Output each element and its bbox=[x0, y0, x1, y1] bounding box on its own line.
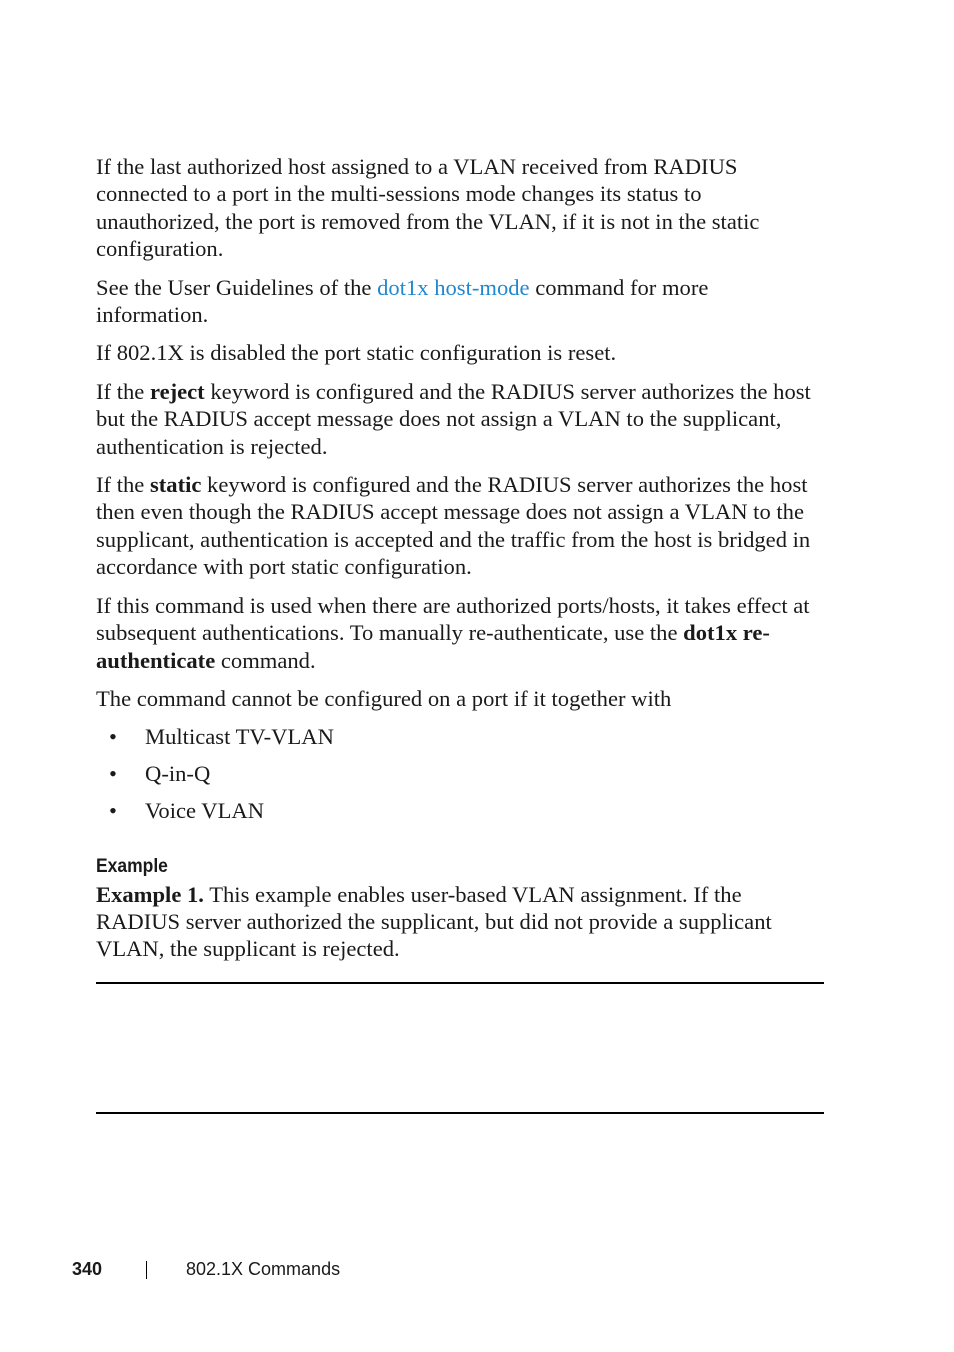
section-title: 802.1X Commands bbox=[186, 1259, 341, 1279]
paragraph-text: keyword is configured and the RADIUS server authorizes the host but the RADIUS accept message does not assign a VLAN to the supplicant, authentication is rejected. bbox=[96, 378, 811, 459]
list-item-label: Q-in-Q bbox=[145, 761, 211, 787]
dot1x-host-mode-link[interactable]: dot1x host-mode bbox=[377, 274, 530, 300]
paragraph-static-keyword bbox=[96, 471, 824, 581]
code-box-top-rule bbox=[96, 982, 824, 984]
code-box-bottom-rule bbox=[96, 1112, 824, 1114]
bullet-icon: • bbox=[109, 724, 117, 750]
paragraph-text: If this command is used when there are authorized ports/hosts, it takes effect at subsequent authentications. To manually re-authenticate, use the bbox=[96, 592, 810, 646]
paragraph-text: See the User Guidelines of the bbox=[96, 274, 378, 300]
paragraph-radius-unauthorized: If the last authorized host assigned to a VLAN received from RADIUS connected to a port in the multi-sessions mode changes its status to unauthorized, the port is removed from the VLAN, if it is not in the static configuration. bbox=[96, 154, 760, 262]
static-keyword: static bbox=[149, 472, 202, 498]
paragraph-text: command. bbox=[215, 647, 316, 673]
paragraph-reauthenticate bbox=[96, 592, 824, 674]
bullet-icon: • bbox=[109, 761, 117, 787]
example-description bbox=[96, 881, 824, 963]
example-text: This example enables user-based VLAN assignment. If the RADIUS server authorized the supplicant, but did not provide a supplicant VLAN, the supplicant is rejected. bbox=[96, 881, 772, 962]
example-heading: Example bbox=[96, 855, 168, 877]
main-content bbox=[96, 153, 824, 974]
paragraph-text: command for more information. bbox=[96, 274, 709, 328]
paragraph-text: If the bbox=[96, 472, 150, 498]
paragraph-text: If the bbox=[96, 378, 150, 404]
list-item bbox=[96, 723, 824, 750]
footer-divider bbox=[146, 1261, 147, 1279]
paragraph-reject-keyword bbox=[96, 378, 824, 460]
paragraph-text: keyword is configured and the RADIUS server authorizes the host then even though the RADIUS accept message does not assign a VLAN to the supplicant, authentication is accepted and the traffic from the host is bridged in accordance with port static configuration. bbox=[96, 472, 811, 580]
list-item bbox=[96, 797, 824, 824]
reject-keyword: reject bbox=[149, 378, 205, 404]
paragraph-802-1x-disabled: If 802.1X is disabled the port static configuration is reset. bbox=[96, 340, 617, 366]
restriction-list bbox=[96, 723, 824, 824]
list-item-label: Voice VLAN bbox=[145, 798, 265, 824]
list-item bbox=[96, 760, 824, 787]
paragraph-user-guidelines bbox=[96, 274, 824, 329]
dot1x-reauthenticate-command: dot1x re-authenticate bbox=[96, 620, 770, 673]
list-item-label: Multicast TV-VLAN bbox=[145, 724, 334, 750]
example-label: Example 1. bbox=[96, 881, 204, 907]
paragraph-restrictions: The command cannot be configured on a port if it together with bbox=[96, 685, 672, 711]
bullet-icon: • bbox=[109, 798, 117, 824]
page-number: 340 bbox=[72, 1259, 103, 1279]
